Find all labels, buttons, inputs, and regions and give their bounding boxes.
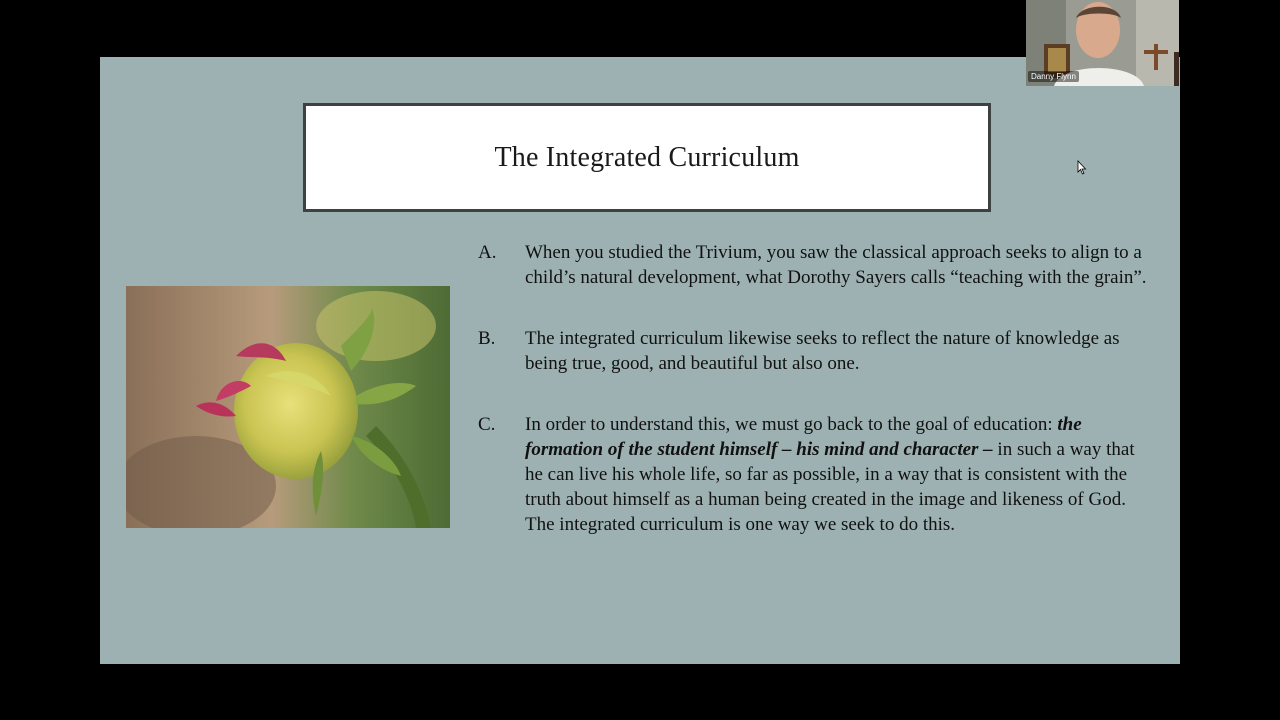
bullet-text-after: in such a way that he can live his whole life, so far as possible, in a way that is consistent with the truth about himself as a human being created in the image and likeness of God. The integrated curriculum is one way we seek to do this. — [525, 439, 1135, 535]
bullet-text: The integrated curriculum likewise seeks to reflect the nature of knowledge as being true, good, and beautiful but also one. — [525, 328, 1120, 374]
bullet-text-emphasis: the formation of the student himself – his mind and character – — [525, 414, 1082, 460]
slide-title: The Integrated Curriculum — [494, 141, 800, 173]
bullet-letter: A. — [478, 242, 497, 263]
webcam-thumbnail[interactable] — [1026, 0, 1179, 86]
bullet-item-a — [478, 240, 1148, 290]
mouse-pointer-icon — [1077, 160, 1087, 175]
slide-title-box — [303, 103, 991, 212]
presentation-slide — [100, 57, 1180, 664]
bullet-text-before: In order to understand this, we must go back to the goal of education: — [525, 414, 1058, 435]
bullet-text: When you studied the Trivium, you saw the classical approach seeks to align to a child’s natural development, what Dorothy Sayers calls “teaching with the grain”. — [525, 242, 1147, 288]
bullet-item-b — [478, 326, 1148, 376]
participant-name: Danny Flynn — [1028, 71, 1079, 82]
bullet-text — [525, 412, 1148, 537]
dahlia-bud-photo — [126, 286, 450, 528]
bullet-letter: C. — [478, 414, 496, 435]
bullet-item-c — [478, 412, 1148, 537]
bullet-list — [478, 240, 1148, 573]
bullet-letter: B. — [478, 328, 496, 349]
